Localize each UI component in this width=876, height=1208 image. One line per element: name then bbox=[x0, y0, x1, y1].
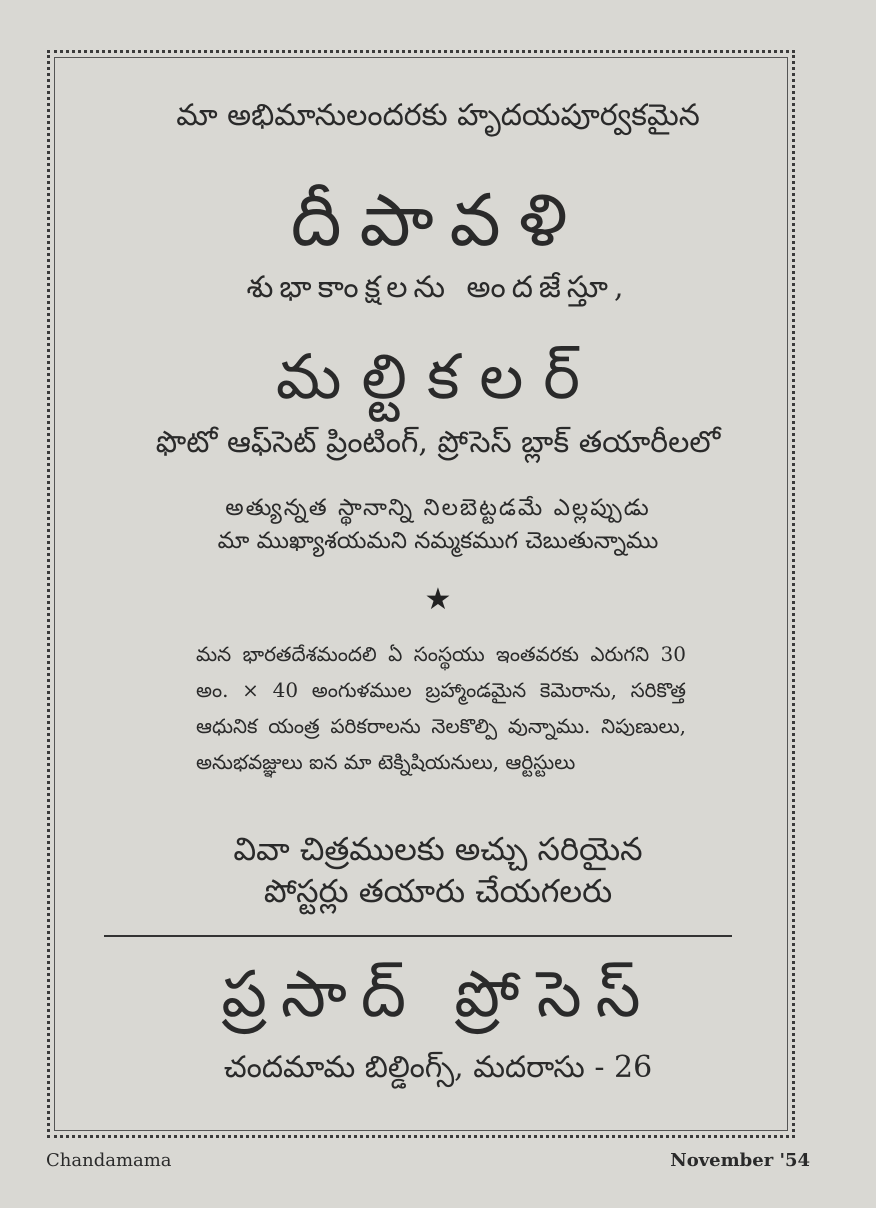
festival-title: దీపావళి bbox=[290, 178, 586, 262]
claim-line-2: మా ముఖ్యాశయమని నమ్మకముగ చెబుతున్నాము bbox=[217, 528, 659, 554]
services-line: ఫొటో ఆఫ్‌సెట్ ప్రింటింగ్, ప్రోసెస్ బ్లాక్ తయారీలలో bbox=[155, 425, 721, 460]
star-icon: ★ bbox=[424, 582, 452, 617]
divider bbox=[104, 935, 732, 937]
poster-line-1: వివా చిత్రములకు అచ్చు సరియైన bbox=[233, 830, 643, 868]
claim-line-1: అత్యున్నత స్థానాన్ని నిలబెట్టడమే ఎల్లప్పుడు bbox=[225, 495, 651, 521]
wishes-line: శుభాకాంక్షలను అందజేస్తూ, bbox=[246, 270, 630, 305]
issue-date: November '54 bbox=[670, 1150, 810, 1171]
company-address: చందమామ బిల్డింగ్స్, మదరాసు - 26 bbox=[223, 1050, 653, 1085]
company-name: ప్రసాద్ ప్రోసెస్ bbox=[221, 958, 655, 1032]
description-paragraph: మన భారతదేశమందలి ఏ సంస్థయు ఇంతవరకు ఎరుగని 30 అం. × 40 అంగుళముల బ్రహ్మాండమైన కెమెరాను, సరికొత్త ఆధునిక యంత్ర పరికరాలను నెలకొల్పి వున్నాము. నిపుణులు, అనుభవజ్ఞులు ఐన మా టెక్నిషియనులు, ఆర్టిస్టులు bbox=[196, 642, 686, 774]
poster-line-2: పోస్టర్లు తయారు చేయగలరు bbox=[263, 872, 613, 910]
greeting-line: మా అభిమానులందరకు హృదయపూర్వకమైన bbox=[176, 98, 700, 133]
magazine-name: Chandamama bbox=[46, 1150, 172, 1171]
multicolor-title: మల్టికలర్ bbox=[275, 340, 601, 413]
